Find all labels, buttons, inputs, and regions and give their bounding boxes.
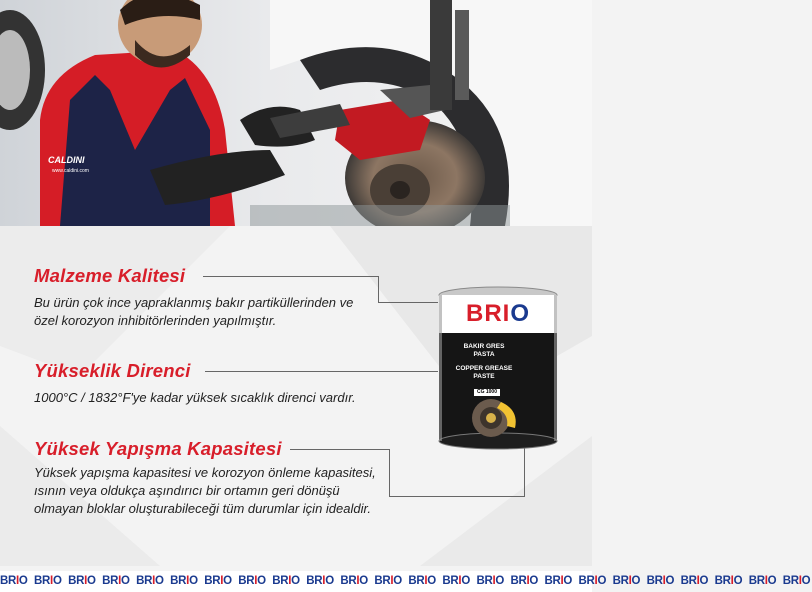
mechanic-brake-illustration bbox=[0, 0, 592, 226]
connector-line bbox=[205, 371, 438, 372]
connector-line bbox=[290, 449, 390, 450]
connector-line bbox=[524, 446, 525, 497]
strip-brand: BRIO bbox=[782, 575, 811, 587]
strip-brand: BRIO bbox=[306, 575, 334, 587]
hero-photo bbox=[0, 0, 592, 226]
strip-brand: BRIO bbox=[0, 575, 28, 587]
strip-brand: BRIO bbox=[68, 575, 96, 587]
strip-brand: BRIO bbox=[136, 575, 164, 587]
connector-line bbox=[378, 276, 379, 302]
connector-line bbox=[389, 449, 390, 496]
strip-brand: BRIO bbox=[204, 575, 232, 587]
strip-brand: BRIO bbox=[544, 575, 573, 587]
strip-brand: BRIO bbox=[374, 575, 402, 587]
strip-brand: BRIO bbox=[646, 575, 675, 587]
brand-strip bbox=[0, 571, 811, 592]
product-can bbox=[437, 286, 559, 452]
strip-brand: BRIO bbox=[34, 575, 62, 587]
section-title-adhesion-capacity: Yüksek Yapışma Kapasitesi bbox=[34, 438, 282, 459]
strip-brand: BRIO bbox=[408, 575, 436, 587]
strip-brand: BRIO bbox=[680, 575, 709, 587]
can-label-en: COPPER GREASE PASTE bbox=[455, 365, 513, 380]
can-product-code: CG 1000 bbox=[474, 389, 500, 396]
section-body-height-resistance: 1000°C / 1832°F'ye kadar yüksek sıcaklık direnci vardır. bbox=[34, 390, 356, 405]
strip-brand: BRIO bbox=[102, 575, 130, 587]
section-title-height-resistance: Yükseklik Direnci bbox=[34, 360, 191, 381]
section-body-adhesion-capacity: Yüksek yapışma kapasitesi ve korozyon önleme kapasitesi, ısının veya oldukça aşındırıcı bir ortamın geri dönüşü olmayan bloklar oluşturabileceği tüm durumlar için idealdir. bbox=[34, 465, 376, 516]
strip-brand: BRIO bbox=[170, 575, 198, 587]
section-body-material-quality: Bu ürün çok ince yapraklanmış bakır partiküllerinden ve özel korozyon inhibitörlerinden yapılmıştır. bbox=[34, 295, 354, 328]
can-label-tr: BAKIR GRES PASTA bbox=[463, 343, 505, 358]
shirt-url: www.caldini.com bbox=[52, 168, 89, 174]
strip-brand: BRIO bbox=[272, 575, 300, 587]
strip-brand: BRIO bbox=[476, 575, 505, 587]
strip-brand: BRIO bbox=[340, 575, 368, 587]
strip-brand: BRIO bbox=[238, 575, 266, 587]
connector-line bbox=[389, 496, 525, 497]
section-title-material-quality: Malzeme Kalitesi bbox=[34, 265, 186, 286]
strip-brand: BRIO bbox=[510, 575, 539, 587]
strip-brand: BRIO bbox=[442, 575, 470, 587]
connector-line bbox=[203, 276, 379, 277]
can-brand-logo: BRIO bbox=[465, 300, 530, 327]
strip-brand: BRIO bbox=[748, 575, 777, 587]
shirt-logo: CALDINI bbox=[48, 155, 85, 165]
connector-line bbox=[378, 302, 438, 303]
strip-brand: BRIO bbox=[714, 575, 743, 587]
strip-brand: BRIO bbox=[612, 575, 641, 587]
strip-brand: BRIO bbox=[578, 575, 607, 587]
